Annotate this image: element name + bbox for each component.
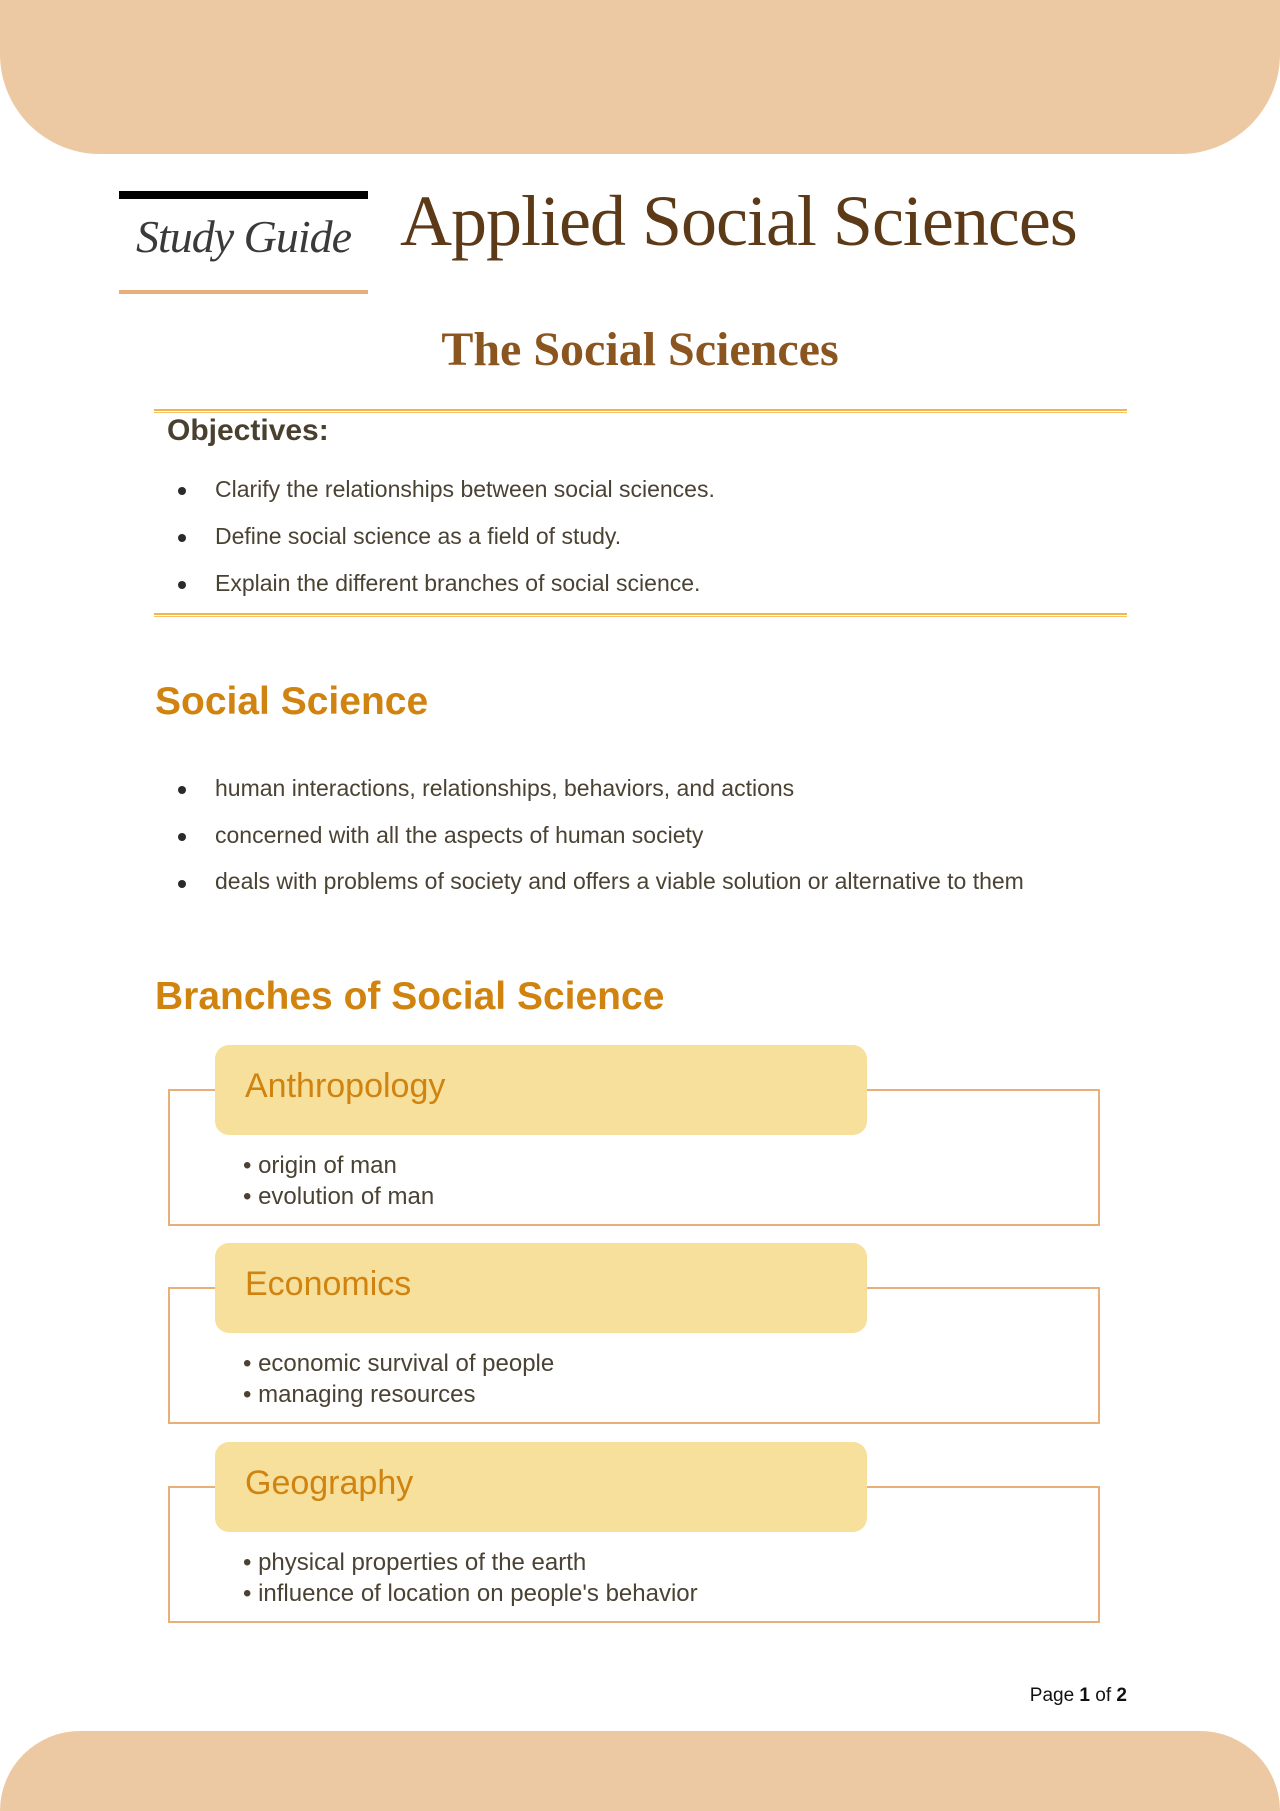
list-item: deals with problems of society and offers a viable solution or alternative to them xyxy=(178,859,1108,903)
branch-title-pill xyxy=(215,1045,867,1135)
branch-point: influence of location on people's behavior xyxy=(258,1580,698,1607)
branch-title: Economics xyxy=(245,1265,412,1303)
page-number xyxy=(1030,1685,1127,1707)
branches-heading: Branches of Social Science xyxy=(155,975,665,1018)
objectives-heading: Objectives: xyxy=(167,414,329,447)
branch-point: evolution of man xyxy=(258,1183,435,1210)
objectives-list xyxy=(178,466,715,607)
document-subtitle: The Social Sciences xyxy=(441,323,839,376)
list-item: human interactions, relationships, behaviors, and actions xyxy=(178,765,1108,812)
bottom-decor-band xyxy=(0,1731,1280,1811)
badge-top-bar xyxy=(119,191,368,199)
branch-point: economic survival of people xyxy=(258,1350,555,1377)
branch-title: Anthropology xyxy=(245,1067,446,1105)
social-science-list xyxy=(178,765,1108,903)
objectives-bottom-divider xyxy=(154,613,1127,617)
social-science-heading: Social Science xyxy=(155,680,429,723)
study-guide-badge: Study Guide xyxy=(135,211,352,262)
objective-item: Explain the different branches of social science. xyxy=(178,560,715,607)
top-decor-band xyxy=(0,0,1280,154)
objectives-top-divider xyxy=(154,409,1127,413)
current-page: 1 xyxy=(1079,1685,1090,1706)
of-label: of xyxy=(1095,1685,1112,1706)
branch-points: • physical properties of the earth • influence of location on people's behavior xyxy=(243,1549,698,1607)
branch-title-pill xyxy=(215,1243,867,1333)
branch-points: • economic survival of people • managing resources xyxy=(243,1350,555,1408)
branch-points: • origin of man • evolution of man xyxy=(243,1152,435,1210)
objective-item: Clarify the relationships between social sciences. xyxy=(178,466,715,513)
document-title: Applied Social Sciences xyxy=(400,181,1077,261)
branch-title: Geography xyxy=(245,1464,414,1502)
branch-point: origin of man xyxy=(258,1152,397,1179)
page-label: Page xyxy=(1029,1685,1075,1706)
branch-point: managing resources xyxy=(258,1381,476,1408)
badge-bottom-bar xyxy=(119,290,368,294)
branch-point: physical properties of the earth xyxy=(258,1549,587,1576)
objective-item: Define social science as a field of study. xyxy=(178,513,715,560)
branch-title-pill xyxy=(215,1442,867,1532)
total-pages: 2 xyxy=(1116,1685,1127,1706)
list-item: concerned with all the aspects of human society xyxy=(178,812,1108,859)
